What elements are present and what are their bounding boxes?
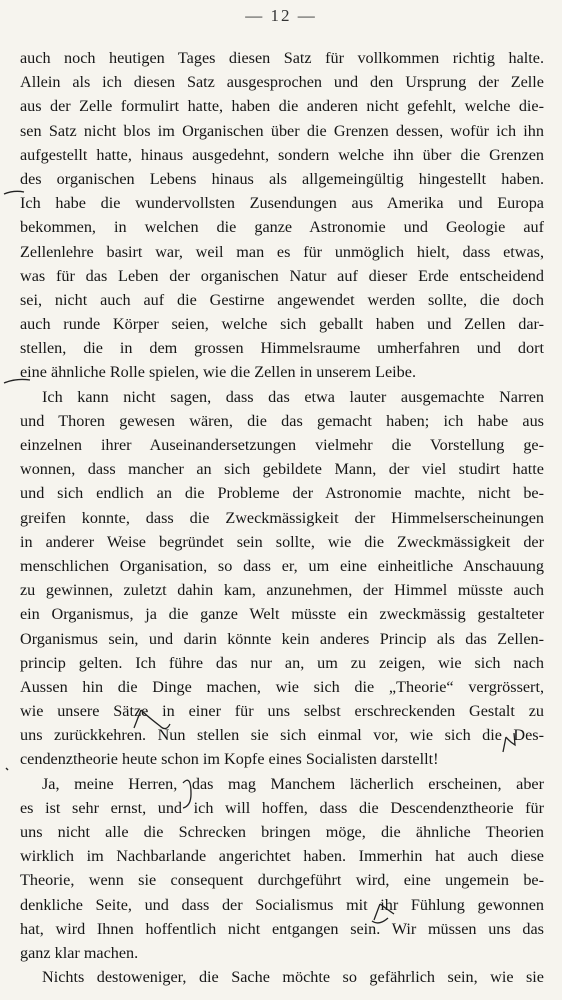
text-line: und sich endlich an die Probleme der Astronomie machte, nicht be-: [20, 484, 544, 503]
text-line: Zellenlehre basirt war, weil man es für unmöglich hielt, dass etwas,: [20, 242, 544, 261]
text-line: was für das Leben der organischen Natur auf dieser Erde entscheidend: [20, 266, 544, 285]
text-line: bekommen, in welchen die ganze Astronomie und Geologie auf: [20, 218, 544, 237]
text-line: auch runde Körper seien, welche sich geballt haben und Zellen dar-: [20, 315, 544, 334]
text-line: ein Organismus, ja die ganze Welt müsste ein zweckmässig gestalteter: [20, 605, 544, 624]
text-line: Ich habe die wundervollsten Zusendungen aus Amerika und Europa: [20, 194, 544, 213]
text-line: ganz klar machen.: [20, 943, 139, 962]
text-line: wie unsere Sätze in einer für uns selbst erschreckenden Gestalt zu: [20, 702, 544, 721]
text-line: in anderer Weise begründet sein sollte, wie die Zweckmässigkeit der: [20, 532, 544, 551]
text-line: greifen konnte, dass die Zweckmässigkeit der Himmelserscheinungen: [20, 508, 544, 527]
text-line: uns nicht alle die Schrecken bringen möge, die ähnliche Theorien: [20, 823, 544, 841]
text-line: princip gelten. Ich führe das nur an, um zu zeigen, wie sich nach: [20, 653, 544, 672]
text-line: einzelnen ihrer Auseinandersetzungen vielmehr die Vorstellung ge-: [20, 436, 544, 454]
text-line: wonnen, dass mancher an sich gebildete Mann, der viel studirt hatte: [20, 460, 544, 479]
text-line: des organischen Lebens hinaus als allgemeingültig hingestellt haben.: [20, 169, 544, 188]
text-line: sei, nicht auch auf die Gestirne angewendet werden sollte, die doch: [20, 290, 544, 309]
text-line: sen Satz nicht blos im Organischen über die Grenzen dessen, wofür ich ihn: [20, 121, 544, 140]
text-line: stellen, die in dem grossen Himmelsraume umherfahren und dort: [20, 339, 544, 358]
text-line: und Thoren gewesen wären, die das gemacht haben; ich habe aus: [20, 411, 544, 430]
text-line: uns zurückkehren. Nun stellen sie sich einmal vor, wie sich die Des-: [20, 726, 544, 745]
text-line: Organismus sein, und darin könnte kein anderes Princip als das Zellen-: [20, 629, 544, 648]
margin-dot: [6, 768, 8, 770]
text-line: auch noch heutigen Tages diesen Satz für vollkommen richtig halte.: [20, 49, 544, 67]
page-number: — 12 —: [245, 6, 317, 25]
text-line: Ja, meine Herren, das mag Manchem lächerlich erscheinen, aber: [42, 774, 544, 793]
text-line: aus der Zelle formulirt hatte, haben die anderen nicht gefehlt, welche die-: [20, 97, 544, 116]
text-line: hat, wird Ihnen hoffentlich nicht entgangen sein. Wir müssen uns das: [20, 919, 544, 938]
text-line: Theorie, wenn sie consequent durchgeführt wird, eine ungemein be-: [20, 871, 544, 890]
text-line: Ich kann nicht sagen, dass das etwa lauter ausgemachte Narren: [42, 387, 544, 406]
body-text: [20, 46, 544, 989]
text-line: es ist sehr ernst, und ich will hoffen, dass die Descendenztheorie für: [20, 798, 544, 817]
text-line: Allein als ich diesen Satz ausgesprochen und den Ursprung der Zelle: [20, 73, 544, 92]
text-line: Aussen hin die Dinge machen, wie sich die „Theorie“ vergrössert,: [20, 677, 544, 696]
text-line: aufgestellt hatte, hinaus ausgedehnt, sondern welche ihn über die Grenzen: [20, 145, 544, 164]
text-line: denkliche Seite, und dass der Socialismus mit ihr Fühlung gewonnen: [20, 895, 544, 914]
text-line: menschlichen Organisation, so dass er, um eine einheitliche Anschauung: [20, 556, 544, 575]
text-line: wirklich im Nachbarlande angerichtet haben. Immerhin hat auch diese: [20, 847, 544, 866]
text-line: cendenztheorie heute schon im Kopfe eines Socialisten darstellt!: [20, 750, 439, 769]
text-line: Nichts destoweniger, die Sache möchte so gefährlich sein, wie sie: [42, 968, 544, 987]
text-line: zu gewinnen, zuletzt dahin kam, anzunehmen, der Himmel müsste auch: [20, 581, 544, 600]
text-line: eine ähnliche Rolle spielen, wie die Zellen in unserem Leibe.: [20, 363, 417, 382]
